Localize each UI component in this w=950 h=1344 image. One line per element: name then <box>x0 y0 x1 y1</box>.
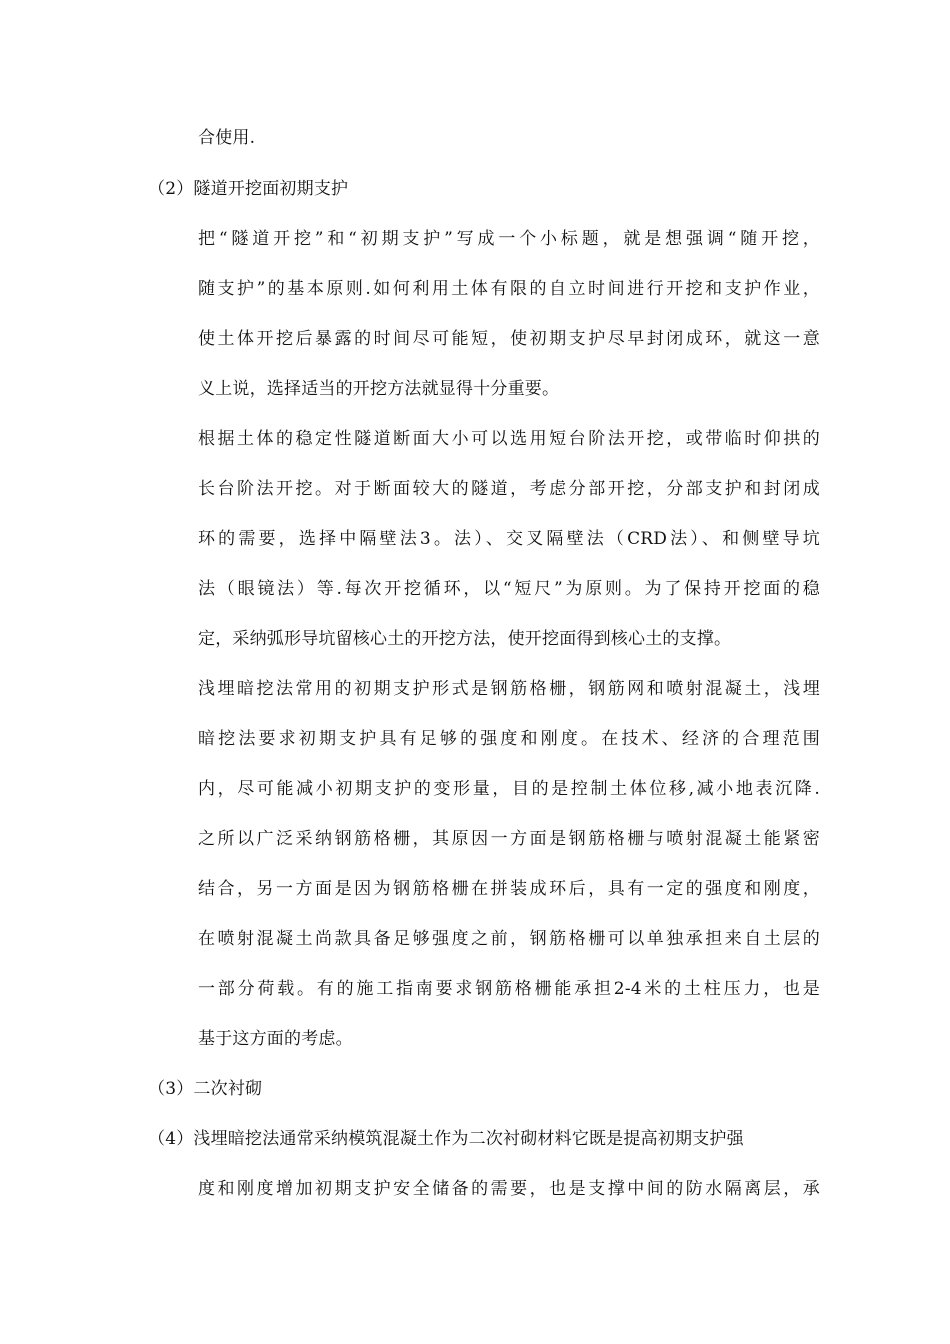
paragraph-line: 法（眼镜法）等.每次开挖循环，以“短尺”为原则。为了保持开挖面的稳 <box>198 579 820 599</box>
paragraph-line: 把“隧道开挖”和“初期支护”写成一个小标题，就是想强调“随开挖， <box>198 229 820 249</box>
paragraph-line: 长台阶法开挖。对于断面较大的隧道，考虑分部开挖，分部支护和封闭成 <box>198 479 820 499</box>
section-3-heading: （3）二次衬砌 <box>148 1079 263 1099</box>
paragraph-line: 结合，另一方面是因为钢筋格栅在拼装成环后，具有一定的强度和刚度， <box>198 879 820 899</box>
paragraph-line: 之所以广泛采纳钢筋格栅，其原因一方面是钢筋格栅与喷射混凝土能紧密 <box>198 829 820 849</box>
paragraph-line: （4）浅埋暗挖法通常采纳模筑混凝土作为二次衬砌材料它既是提高初期支护强 <box>148 1129 744 1149</box>
paragraph-line: 定，采纳弧形导坑留核心土的开挖方法，使开挖面得到核心土的支撑。 <box>198 629 732 649</box>
paragraph-line: 随支护”的基本原则.如何利用土体有限的自立时间进行开挖和支护作业， <box>198 279 820 299</box>
paragraph-line: 在喷射混凝土尚款具备足够强度之前，钢筋格栅可以单独承担来自土层的 <box>198 929 820 949</box>
paragraph-line: 度和刚度增加初期支护安全储备的需要，也是支撑中间的防水隔离层，承 <box>198 1179 820 1199</box>
paragraph-line: 根据土体的稳定性隧道断面大小可以选用短台阶法开挖，或带临时仰拱的 <box>198 429 820 449</box>
paragraph-line: 义上说，选择适当的开挖方法就显得十分重要。 <box>198 379 560 399</box>
continuation-text: 合使用. <box>198 128 256 148</box>
paragraph-line: 基于这方面的考虑。 <box>198 1029 353 1049</box>
paragraph-line: 内，尽可能减小初期支护的变形量，目的是控制土体位移,减小地表沉降. <box>198 779 820 799</box>
paragraph-line: 浅埋暗挖法常用的初期支护形式是钢筋格栅，钢筋网和喷射混凝土，浅埋 <box>198 679 820 699</box>
paragraph-line: 环的需要，选择中隔壁法3。法）、交叉隔壁法（CRD法）、和侧壁导坑 <box>198 529 820 549</box>
paragraph-line: 暗挖法要求初期支护具有足够的强度和刚度。在技术、经济的合理范围 <box>198 729 820 749</box>
paragraph-line: 使土体开挖后暴露的时间尽可能短，使初期支护尽早封闭成环，就这一意 <box>198 329 820 349</box>
section-2-heading: （2）隧道开挖面初期支护 <box>148 179 349 199</box>
paragraph-line: 一部分荷载。有的施工指南要求钢筋格栅能承担2-4米的土柱压力，也是 <box>198 979 820 999</box>
